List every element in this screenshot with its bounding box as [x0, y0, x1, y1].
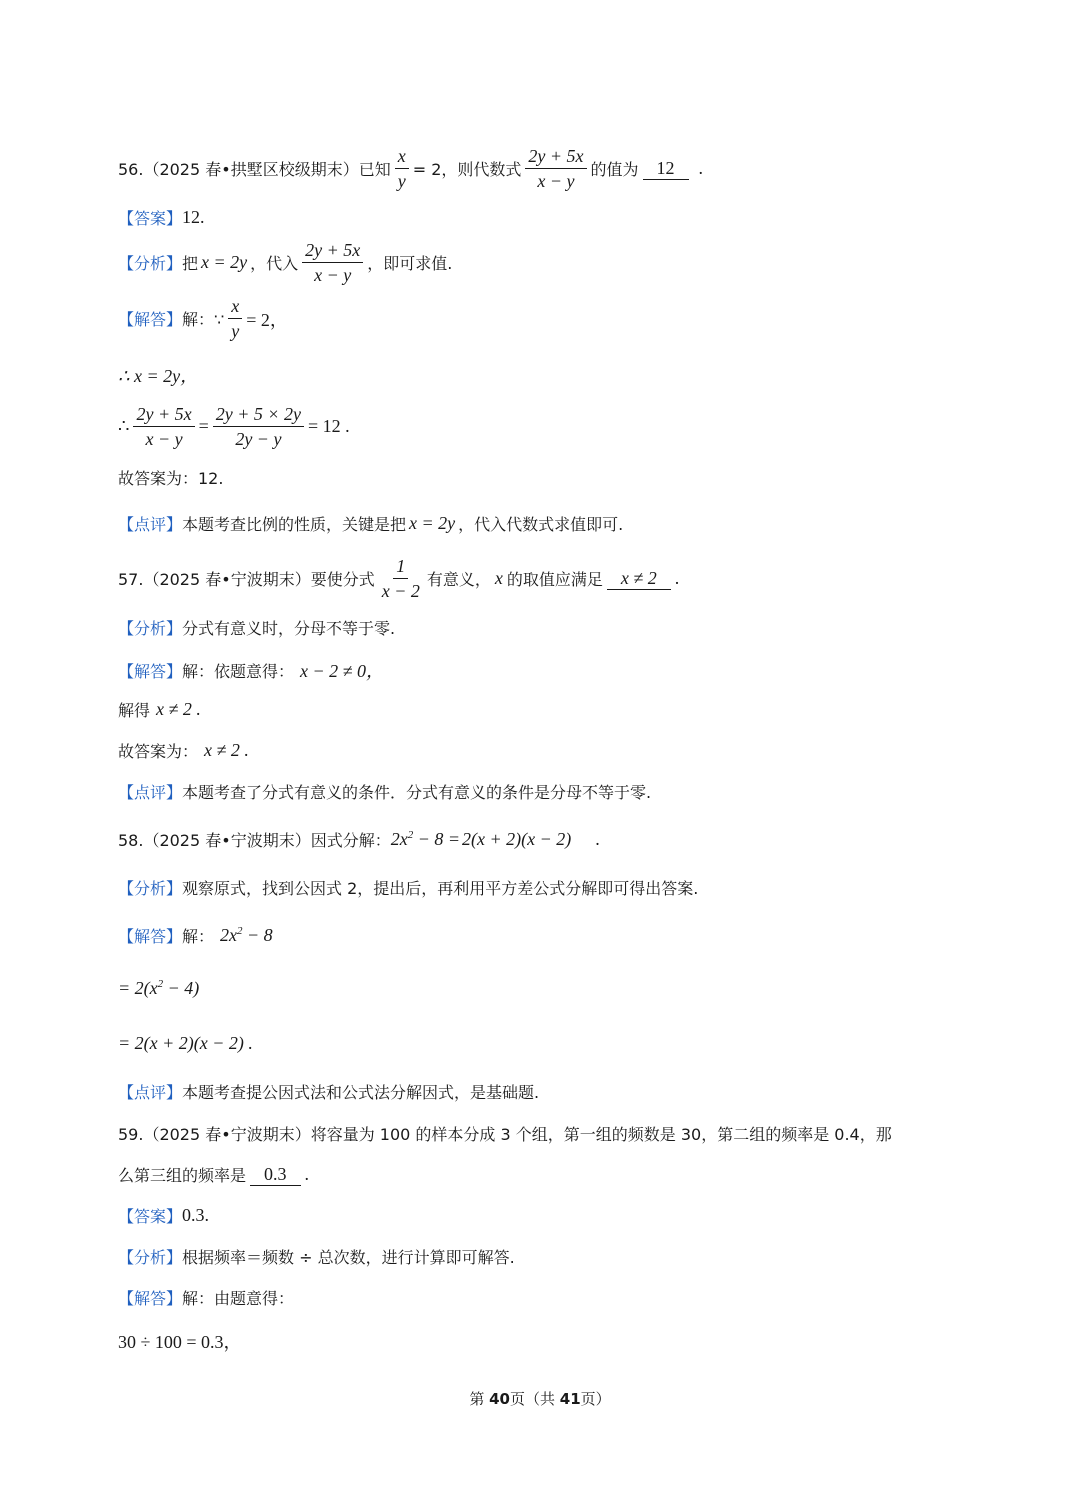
fraction: $\frac{2y + 5 \times 2y}{2y - y}$: [213, 404, 304, 449]
solution-tag: 【解答】: [118, 927, 183, 946]
page-number: 40: [489, 1390, 510, 1408]
comment-tag: 【点评】: [118, 1083, 183, 1102]
q58-stem: 58.（2025 春•宁波期末）因式分解： $2x^2 - 8$ = 2(x + 2)(x − 2) .: [118, 829, 600, 850]
analysis-tag: 【分析】: [118, 619, 183, 638]
solution-tag: 【解答】: [118, 310, 183, 329]
answer-blank: 2(x + 2)(x − 2): [462, 829, 572, 849]
answer-blank: 12: [643, 157, 689, 180]
solution-row: 【解答】 解：由题意得：: [118, 1286, 294, 1309]
comment-tag: 【点评】: [118, 783, 183, 802]
comment-row: 【点评】 本题考查比例的性质，关键是把 x = 2y ，代入代数式求值即可.: [118, 513, 624, 534]
fraction: $\frac{x}{y}$: [228, 296, 242, 341]
analysis-row: 【分析】 观察原式，找到公因式 2，提出后，再利用平方差公式分解即可得出答案.: [118, 876, 698, 899]
answer-row: 【答案】 12.: [118, 207, 205, 228]
comment-row: 【点评】 本题考查了分式有意义的条件．分式有意义的条件是分母不等于零.: [118, 780, 651, 803]
answer-tag: 【答案】: [118, 1207, 183, 1226]
q59-stem: 59.（2025 春•宁波期末）将容量为 100 的样本分成 3 个组，第一组的频数是 30，第二组的频率是 0.4，那: [118, 1125, 892, 1144]
comment-row: 【点评】 本题考查提公因式法和公式法分解因式，是基础题.: [118, 1080, 539, 1103]
analysis-row: 【分析】 根据频率＝频数 ÷ 总次数，进行计算即可解答.: [118, 1245, 515, 1268]
analysis-tag: 【分析】: [118, 254, 183, 273]
q59-stem-cont: 么第三组的频率是 0.3 .: [118, 1164, 310, 1185]
analysis-row: 【分析】 分式有意义时，分母不等于零.: [118, 616, 395, 639]
analysis-tag: 【分析】: [118, 879, 183, 898]
fraction: $\frac{2y + 5x}{x - y}$: [133, 404, 194, 449]
fraction: $\frac{2y + 5x}{x - y}$: [525, 146, 586, 191]
solution-row: 【解答】 解： $2x^2 - 8$: [118, 925, 273, 946]
q57-stem: 57.（2025 春•宁波期末）要使分式 $\frac{1}{x - 2}$ 有意义， x 的取值应满足 x ≠ 2 .: [118, 556, 680, 601]
fraction: $\frac{1}{x - 2}$: [381, 556, 420, 601]
answer-blank: 0.3: [250, 1163, 301, 1186]
analysis-row: 【分析】 把 x = 2y ，代入 $\frac{2y + 5x}{x - y}$ ，即可求值.: [118, 240, 453, 285]
solution-step: 解得 x ≠ 2 .: [118, 699, 201, 720]
fraction: $\frac{x}{y}$: [395, 146, 409, 191]
comment-tag: 【点评】: [118, 515, 183, 534]
answer-row: 【答案】 0.3.: [118, 1205, 210, 1226]
solution-row: 【解答】 解：依题意得： x − 2 ≠ 0，: [118, 657, 384, 683]
analysis-tag: 【分析】: [118, 1248, 183, 1267]
answer-blank: x ≠ 2: [607, 567, 671, 590]
solution-step: ∴ x = 2y，: [118, 366, 199, 386]
solution-tag: 【解答】: [118, 1289, 183, 1308]
q56-stem: 56.（2025 春•拱墅区校级期末）已知 $\frac{x}{y}$ = 2，则代数式 $\frac{2y + 5x}{x - y}$ 的值为 12 .: [118, 146, 704, 191]
final-answer: 故答案为：12.: [118, 469, 224, 488]
fraction: $\frac{2y + 5x}{x - y}$: [302, 240, 363, 285]
final-answer: 故答案为： x ≠ 2 .: [118, 740, 249, 761]
page-footer: 第 40页（共 41页）: [469, 1390, 611, 1408]
solution-tag: 【解答】: [118, 661, 183, 681]
solution-step: ∴ $\frac{2y + 5x}{x - y}$ = $\frac{2y + 5 \times 2y}{2y - y}$ = 12 .: [118, 404, 350, 449]
solution-step: 30 ÷ 100 = 0.3，: [118, 1332, 242, 1352]
solution-step: = $2(x^2 - 4)$: [118, 978, 200, 998]
solution-row: 【解答】 解：∵ $\frac{x}{y}$ = 2，: [118, 296, 288, 341]
solution-step: = 2(x + 2)(x − 2) .: [118, 1033, 253, 1053]
page-total: 41: [559, 1390, 581, 1408]
answer-tag: 【答案】: [118, 209, 183, 228]
